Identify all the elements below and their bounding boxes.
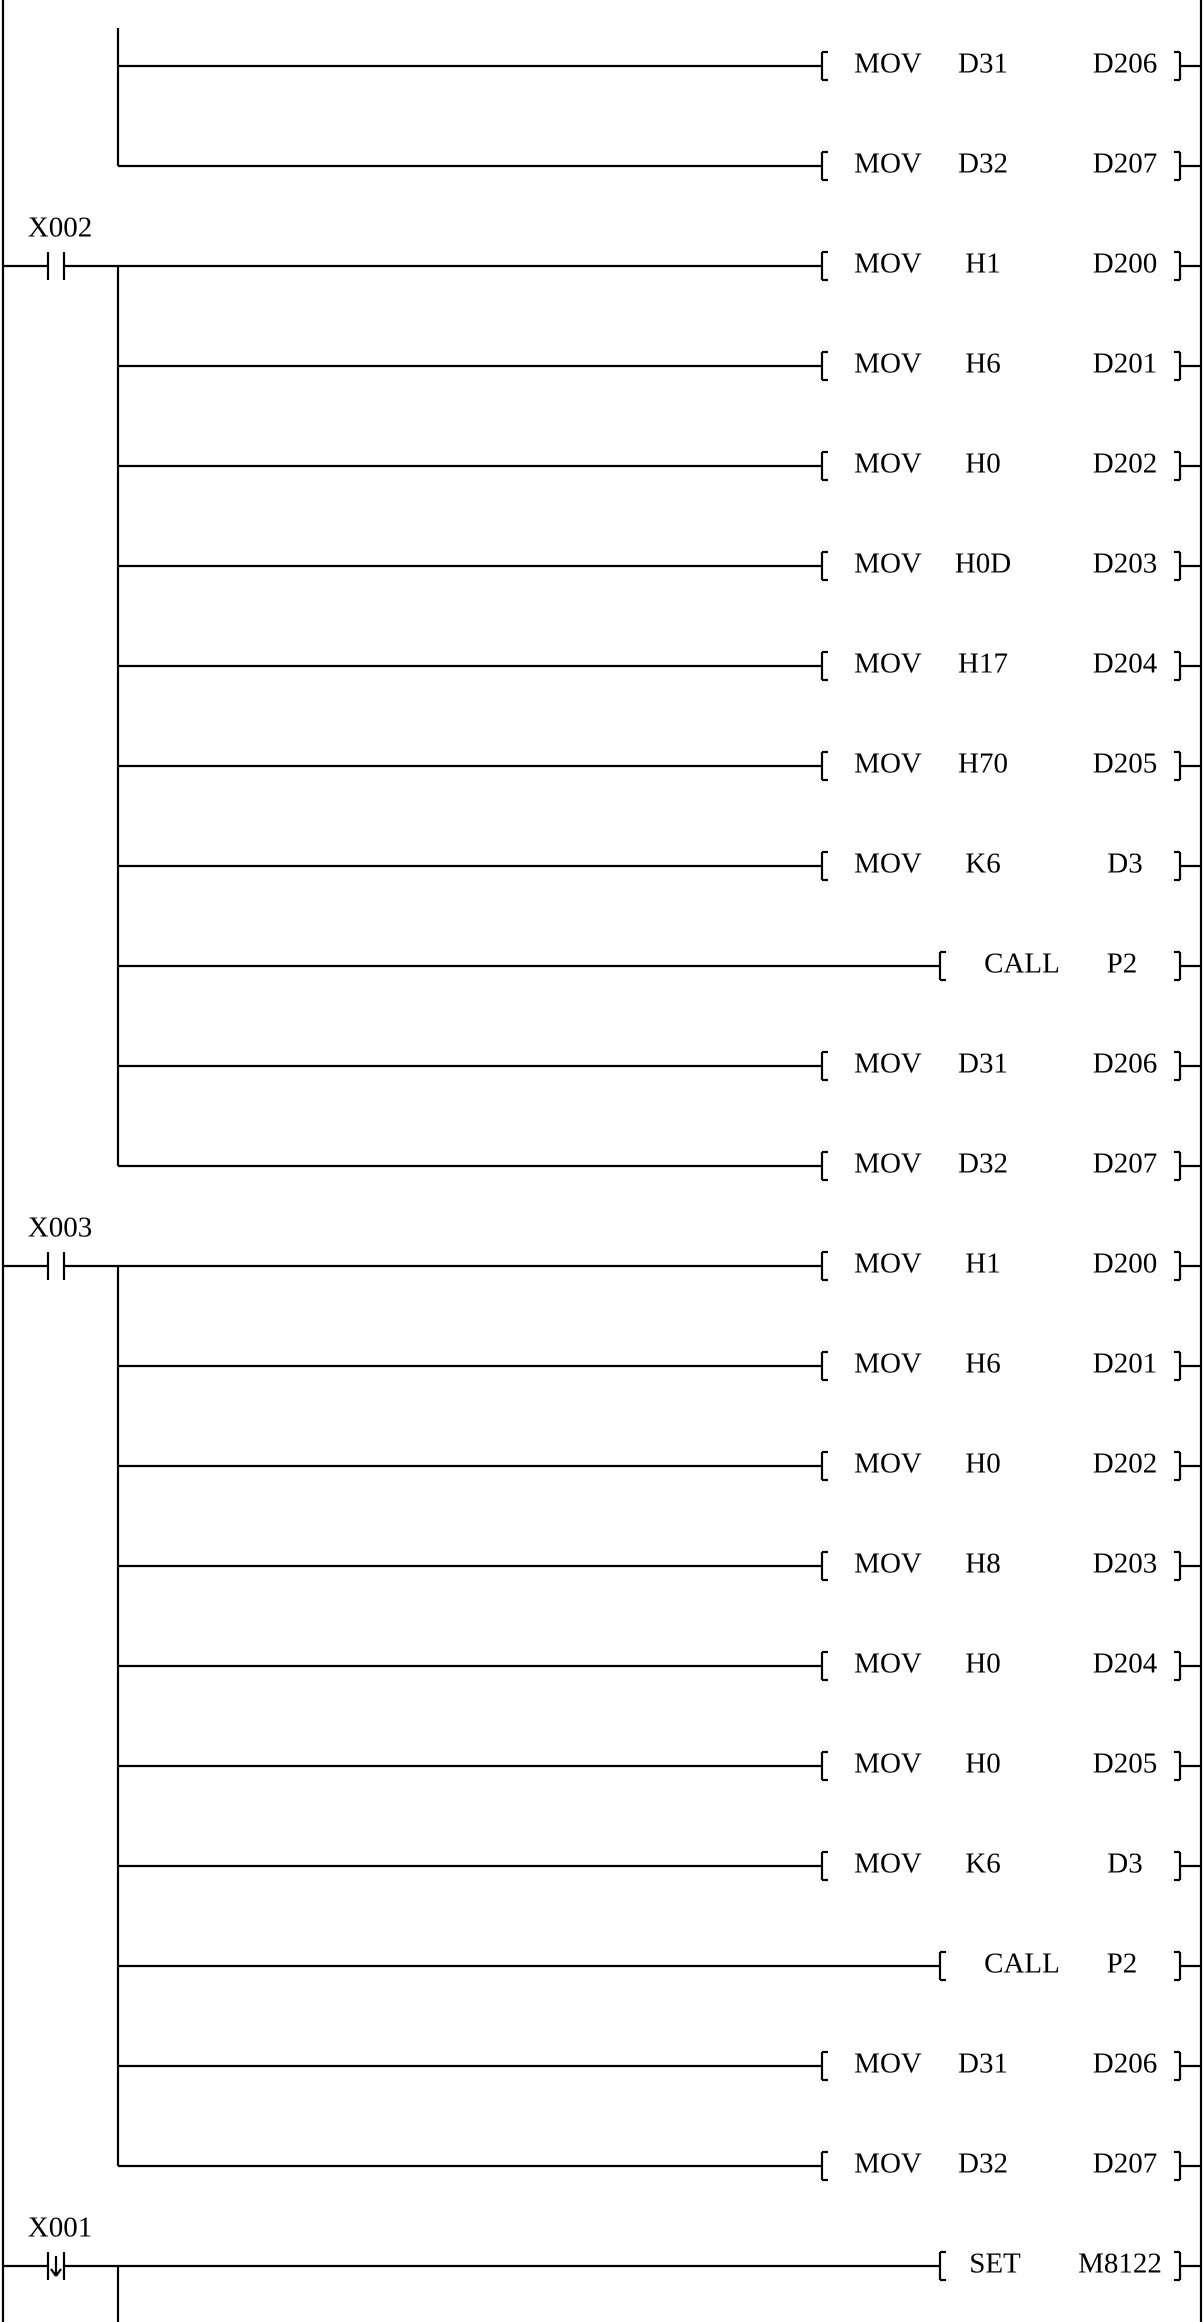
instruction-op: MOV [854, 2047, 922, 2080]
instruction-destination: D206 [1092, 47, 1158, 80]
instruction-op: MOV [854, 1647, 922, 1680]
instruction-source: K6 [965, 847, 1001, 880]
instruction-op: MOV [854, 1047, 922, 1080]
instruction-source: H0 [965, 1747, 1001, 1780]
instruction-op: CALL [984, 947, 1060, 980]
instruction-source: H6 [965, 1347, 1001, 1380]
instruction-source: H0 [965, 1447, 1001, 1480]
instruction-source: D32 [958, 1147, 1008, 1180]
instruction-op: CALL [984, 1947, 1060, 1980]
instruction-op: MOV [854, 1747, 922, 1780]
instruction-source: H17 [958, 647, 1008, 680]
instruction-destination: D203 [1092, 547, 1158, 580]
instruction-op: MOV [854, 1847, 922, 1880]
instruction-destination: D204 [1092, 1647, 1158, 1680]
instruction-destination: D3 [1107, 847, 1143, 880]
instruction-destination: D207 [1092, 2147, 1158, 2180]
instruction-op: MOV [854, 47, 922, 80]
instruction-destination: D201 [1092, 1347, 1158, 1380]
instruction-destination: D201 [1092, 347, 1158, 380]
instruction-op: MOV [854, 447, 922, 480]
instruction-op: MOV [854, 647, 922, 680]
instruction-destination: D207 [1092, 1147, 1158, 1180]
instruction-source: H1 [965, 1247, 1001, 1280]
instruction-source: D31 [958, 47, 1008, 80]
instruction-destination: D205 [1092, 747, 1158, 780]
instruction-destination: D3 [1107, 1847, 1143, 1880]
instruction-op: MOV [854, 1547, 922, 1580]
instruction-destination: D203 [1092, 1547, 1158, 1580]
instruction-target: M8122 [1078, 2247, 1162, 2280]
instruction-source: H1 [965, 247, 1001, 280]
instruction-op: MOV [854, 1347, 922, 1380]
instruction-op: MOV [854, 147, 922, 180]
instruction-target: P2 [1106, 947, 1138, 980]
instruction-op: MOV [854, 547, 922, 580]
instruction-op: MOV [854, 1147, 922, 1180]
instruction-destination: D200 [1092, 247, 1158, 280]
instruction-op: MOV [854, 1247, 922, 1280]
instruction-source: H0D [954, 547, 1012, 580]
instruction-op: MOV [854, 347, 922, 380]
contact-label: X002 [27, 211, 93, 244]
instruction-destination: D206 [1092, 2047, 1158, 2080]
contact-label: X003 [27, 1211, 93, 1244]
instruction-source: D32 [958, 2147, 1008, 2180]
contact-label: X001 [27, 2211, 93, 2244]
instruction-op: MOV [854, 247, 922, 280]
instruction-source: D32 [958, 147, 1008, 180]
instruction-destination: D202 [1092, 447, 1158, 480]
instruction-destination: D207 [1092, 147, 1158, 180]
instruction-op: MOV [854, 747, 922, 780]
instruction-op: MOV [854, 2147, 922, 2180]
instruction-source: H70 [958, 747, 1008, 780]
instruction-op: MOV [854, 1447, 922, 1480]
instruction-source: H6 [965, 347, 1001, 380]
instruction-destination: D205 [1092, 1747, 1158, 1780]
instruction-source: K6 [965, 1847, 1001, 1880]
instruction-source: H8 [965, 1547, 1001, 1580]
instruction-destination: D202 [1092, 1447, 1158, 1480]
instruction-destination: D200 [1092, 1247, 1158, 1280]
instruction-target: P2 [1106, 1947, 1138, 1980]
instruction-op: MOV [854, 847, 922, 880]
instruction-destination: D206 [1092, 1047, 1158, 1080]
instruction-op: SET [969, 2247, 1021, 2280]
instruction-source: D31 [958, 2047, 1008, 2080]
instruction-source: D31 [958, 1047, 1008, 1080]
instruction-destination: D204 [1092, 647, 1158, 680]
instruction-source: H0 [965, 447, 1001, 480]
instruction-source: H0 [965, 1647, 1001, 1680]
